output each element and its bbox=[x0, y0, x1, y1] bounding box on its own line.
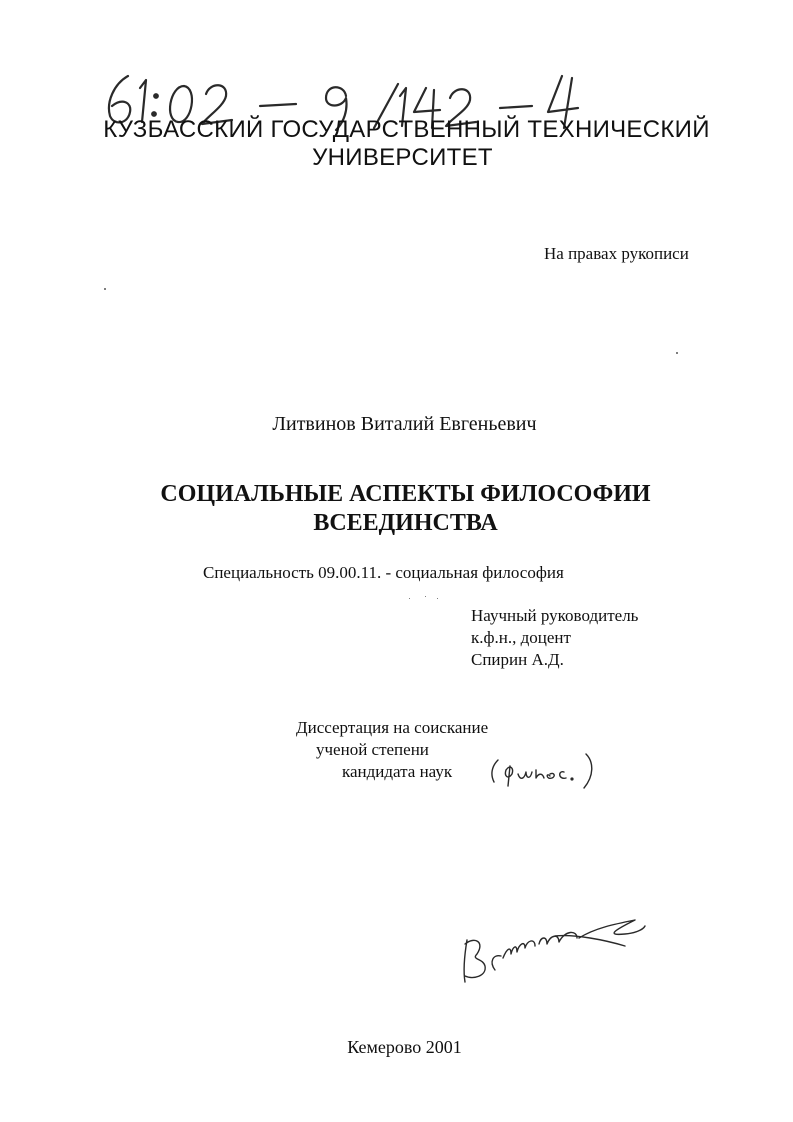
dissertation-line3: кандидата наук bbox=[342, 762, 453, 781]
supervisor-role: Научный руководитель bbox=[471, 606, 639, 625]
city-year: Кемерово 2001 bbox=[347, 1037, 462, 1057]
signature bbox=[455, 900, 655, 990]
title-line1: СОЦИАЛЬНЫЕ АСПЕКТЫ ФИЛОСОФИИ bbox=[160, 481, 651, 507]
scan-speck bbox=[409, 598, 410, 599]
dissertation-block bbox=[296, 717, 488, 783]
dissertation-line2: ученой степени bbox=[316, 740, 429, 759]
scan-speck bbox=[104, 288, 106, 290]
supervisor-name: Спирин А.Д. bbox=[471, 650, 564, 669]
scan-speck bbox=[437, 598, 438, 599]
scan-speck bbox=[425, 596, 426, 597]
dissertation-title bbox=[0, 480, 793, 538]
supervisor-block bbox=[471, 605, 638, 671]
dissertation-line1: Диссертация на соискание bbox=[296, 718, 489, 737]
supervisor-degree: к.ф.н., доцент bbox=[471, 628, 571, 647]
title-line2: ВСЕЕДИНСТВА bbox=[313, 510, 498, 536]
university-name-line1: КУЗБАССКИЙ ГОСУДАРСТВЕННЫЙ ТЕХНИЧЕСКИЙ bbox=[103, 116, 710, 143]
handwritten-field-note bbox=[484, 748, 604, 794]
university-name-line2: УНИВЕРСИТЕТ bbox=[312, 144, 493, 171]
specialty: Специальность 09.00.11. - социальная философия bbox=[203, 563, 564, 582]
university-name bbox=[0, 116, 793, 172]
author-name: Литвинов Виталий Евгеньевич bbox=[272, 413, 537, 435]
rights-note: На правах рукописи bbox=[544, 244, 689, 263]
scan-speck bbox=[676, 352, 678, 354]
